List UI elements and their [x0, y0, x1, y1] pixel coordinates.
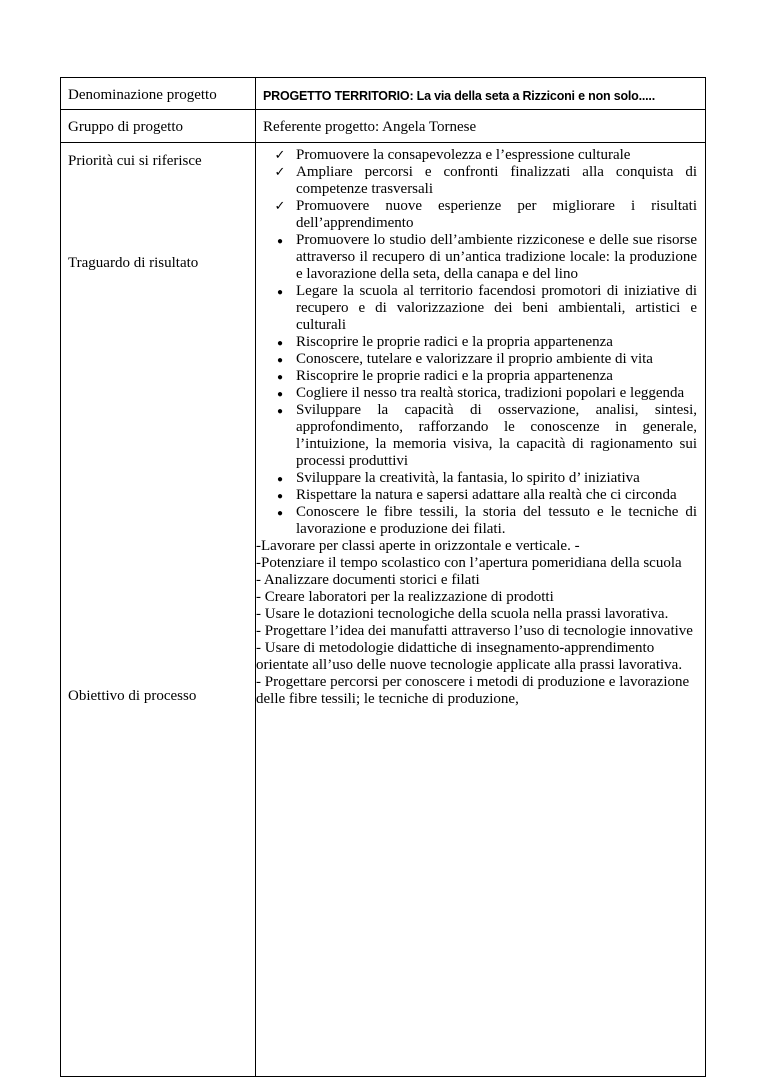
list-item: ● Sviluppare la capacità di osservazione, analisi, sintesi, approfondimento, rafforzando le conoscenze in generale, l’intuizione, la memoria visiva, la capacità di ragionamento sui processi produttivi	[264, 402, 697, 470]
bullet-icon: ●	[276, 355, 284, 366]
traguardo-list	[264, 232, 697, 538]
bullet-icon: ●	[276, 474, 284, 485]
list-item: ✓ Promuovere la consapevolezza e l’espressione culturale	[264, 147, 697, 164]
list-item: ✓ Ampliare percorsi e confronti finalizzati alla conquista di competenze trasversali	[264, 164, 697, 198]
cell-value-gruppo	[256, 110, 706, 143]
row-denominazione	[61, 78, 706, 110]
priorita-list	[264, 147, 697, 232]
bullet-icon: ●	[276, 389, 284, 400]
bullet-icon: ●	[276, 491, 284, 502]
cell-content-merged	[256, 143, 706, 1077]
checkmark-icon: ✓	[274, 165, 286, 180]
cell-label-denominazione	[61, 78, 256, 110]
obiettivo-line: - Usare le dotazioni tecnologiche della scuola nella prassi lavorativa.	[256, 606, 669, 622]
list-item: ● Conoscere, tutelare e valorizzare il proprio ambiente di vita	[264, 351, 697, 368]
obiettivo-line: - Progettare percorsi per conoscere i metodi di produzione e lavorazione delle fibre tessili; le tecniche di produzione,	[256, 674, 690, 707]
obiettivo-line: - Analizzare documenti storici e filati	[256, 572, 480, 588]
bullet-icon: ●	[276, 372, 284, 383]
list-item: ● Riscoprire le proprie radici e la propria appartenenza	[264, 368, 697, 385]
checkmark-icon: ✓	[274, 148, 286, 163]
label-gruppo: Gruppo di progetto	[68, 119, 183, 135]
project-title: PROGETTO TERRITORIO: La via della seta a Rizziconi e non solo.....	[263, 89, 655, 103]
bullet-icon: ●	[276, 236, 284, 247]
label-obiettivo: Obiettivo di processo	[68, 688, 197, 704]
list-item: ✓ Promuovere nuove esperienze per migliorare i risultati dell’apprendimento	[264, 198, 697, 232]
cell-label-gruppo	[61, 110, 256, 143]
label-traguardo: Traguardo di risultato	[68, 255, 199, 271]
obiettivo-line: -Lavorare per classi aperte in orizzontale e verticale. -	[256, 538, 580, 554]
list-item: ● Promuovere lo studio dell’ambiente rizziconese e delle sue risorse attraverso il recupero di un’antica tradizione locale: la produzione e lavorazione della seta, della canapa e del lino	[264, 232, 697, 283]
obiettivo-line: - Progettare l’idea dei manufatti attraverso l’uso di tecnologie innovative	[256, 623, 693, 639]
checkmark-icon: ✓	[274, 199, 286, 214]
cell-value-denominazione	[256, 78, 706, 110]
row-main	[61, 143, 706, 1077]
bullet-icon: ●	[276, 287, 284, 298]
obiettivo-text	[256, 538, 697, 708]
cell-labels-merged	[61, 143, 256, 1077]
obiettivo-line: - Usare di metodologie didattiche di insegnamento-apprendimento orientate all’uso delle nuove tecnologie applicate alla prassi lavorativa.	[256, 640, 683, 673]
row-gruppo	[61, 110, 706, 143]
list-item: ● Sviluppare la creatività, la fantasia, lo spirito d’ iniziativa	[264, 470, 697, 487]
obiettivo-line: - Creare laboratori per la realizzazione di prodotti	[256, 589, 554, 605]
list-item: ● Riscoprire le proprie radici e la propria appartenenza	[264, 334, 697, 351]
label-denominazione: Denominazione progetto	[68, 87, 217, 103]
list-item: ● Rispettare la natura e sapersi adattare alla realtà che ci circonda	[264, 487, 697, 504]
label-priorita: Priorità cui si riferisce	[68, 153, 202, 169]
project-referent: Referente progetto: Angela Tornese	[263, 119, 477, 135]
bullet-icon: ●	[276, 406, 284, 417]
obiettivo-line: -Potenziare il tempo scolastico con l’apertura pomeridiana della scuola	[256, 555, 682, 571]
list-item: ● Conoscere le fibre tessili, la storia del tessuto e le tecniche di lavorazione e produzione dei filati.	[264, 504, 697, 538]
bullet-icon: ●	[276, 508, 284, 519]
list-item: ● Legare la scuola al territorio facendosi promotori di iniziative di recupero e di valorizzazione dei beni ambientali, artistici e culturali	[264, 283, 697, 334]
bullet-icon: ●	[276, 338, 284, 349]
project-table	[60, 77, 706, 1077]
list-item: ● Cogliere il nesso tra realtà storica, tradizioni popolari e leggenda	[264, 385, 697, 402]
